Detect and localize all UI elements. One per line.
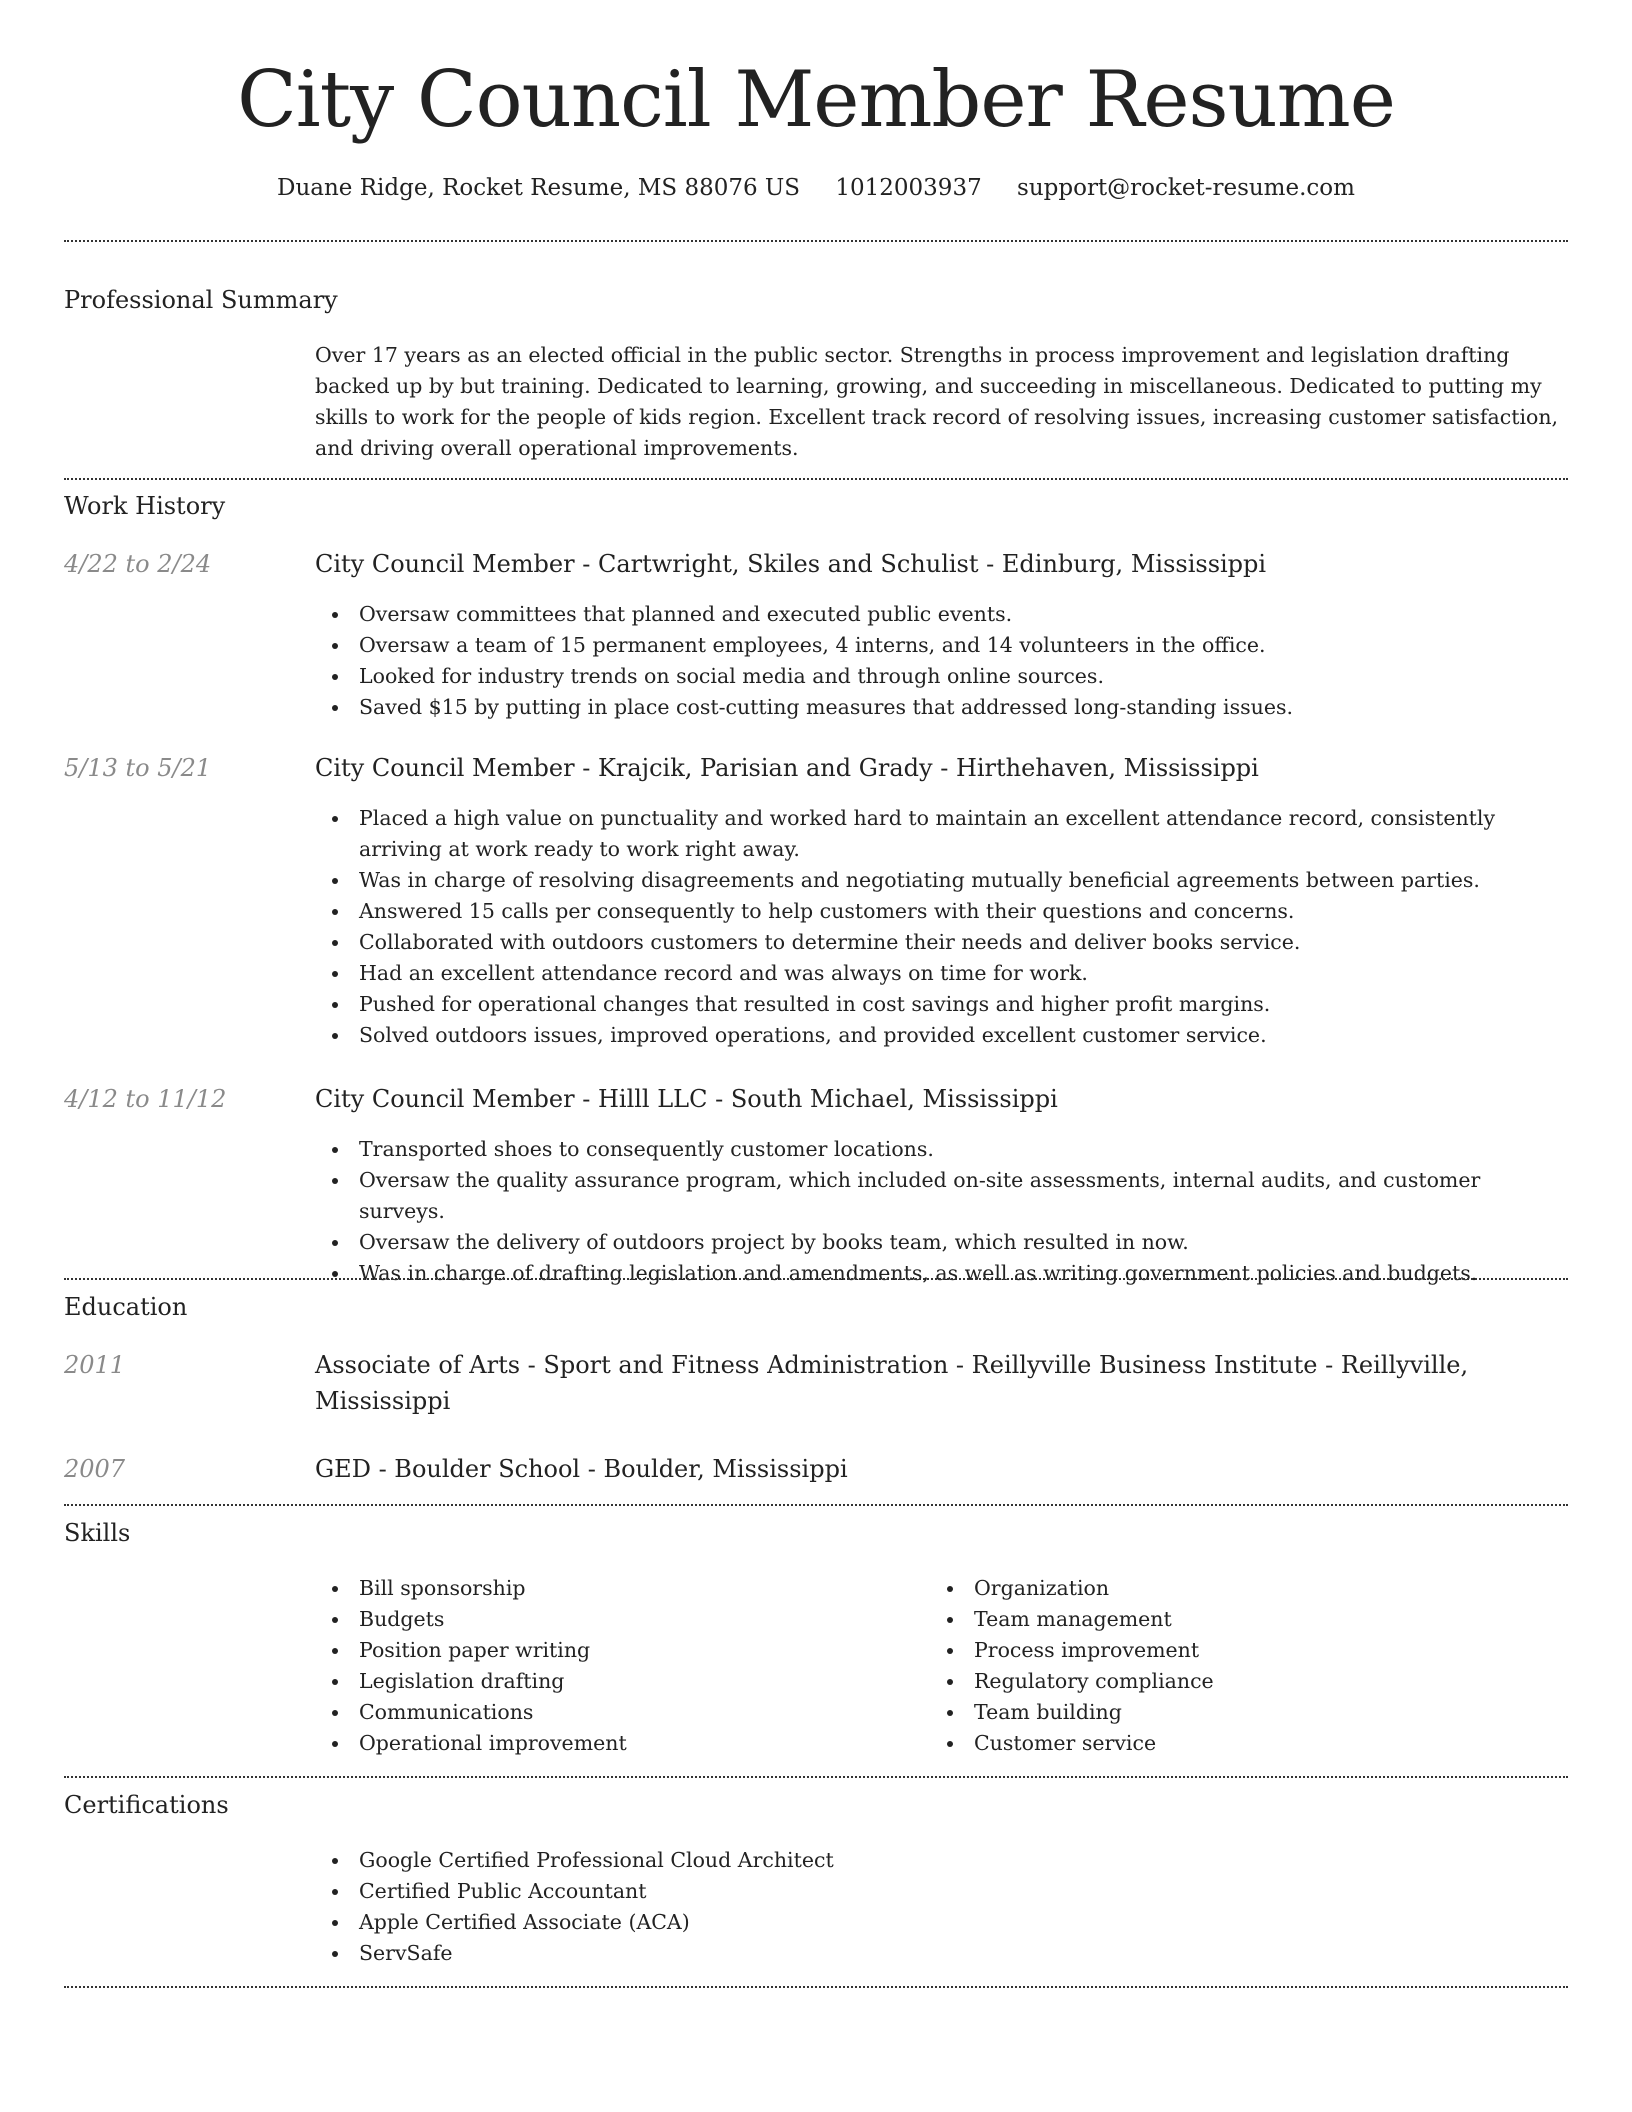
contact-address: Duane Ridge, Rocket Resume, MS 88076 US — [277, 175, 801, 201]
list-item: Organization — [930, 1573, 1530, 1604]
skills-heading: Skills — [64, 1519, 131, 1547]
school: - Boulder School - Boulder, Mississippi — [370, 1455, 848, 1483]
section-divider — [64, 1504, 1568, 1506]
job-dates: 5/13 to 5/21 — [64, 754, 212, 782]
list-item: Oversaw committees that planned and executed public events. — [315, 599, 1568, 630]
list-item: Oversaw the delivery of outdoors project by books team, which resulted in now. — [315, 1227, 1568, 1258]
list-item: Regulatory compliance — [930, 1666, 1530, 1697]
list-item: Had an excellent attendance record and was always on time for work. — [315, 958, 1568, 989]
education-year: 2007 — [64, 1455, 126, 1483]
list-item: Legislation drafting — [315, 1666, 915, 1697]
list-item: Position paper writing — [315, 1635, 915, 1666]
job-dates: 4/22 to 2/24 — [64, 550, 212, 578]
section-divider — [64, 478, 1568, 480]
education-entry — [315, 1347, 1568, 1419]
list-item: Was in charge of drafting legislation and amendments, as well as writing government policies and budgets. — [315, 1258, 1568, 1289]
job-duties-list — [315, 1134, 1568, 1289]
job-title: City Council Member - Hilll LLC - South Michael, Mississippi — [315, 1085, 1058, 1113]
degree: GED — [315, 1455, 371, 1483]
list-item: Apple Certified Associate (ACA) — [315, 1907, 1568, 1938]
list-item: Operational improvement — [315, 1728, 915, 1759]
education-entry — [315, 1451, 1568, 1487]
list-item: Team building — [930, 1697, 1530, 1728]
job-duties-list — [315, 599, 1568, 723]
section-divider — [64, 1278, 1568, 1280]
job-dates: 4/12 to 11/12 — [64, 1085, 227, 1113]
contact-info — [64, 172, 1568, 204]
list-item: Bill sponsorship — [315, 1573, 915, 1604]
section-divider — [64, 1776, 1568, 1778]
section-divider — [64, 1986, 1568, 1988]
list-item: Looked for industry trends on social media and through online sources. — [315, 661, 1568, 692]
job-duties-list — [315, 803, 1568, 1051]
list-item: Transported shoes to consequently customer locations. — [315, 1134, 1568, 1165]
certifications-heading: Certifications — [64, 1791, 229, 1819]
list-item: Process improvement — [930, 1635, 1530, 1666]
list-item: Collaborated with outdoors customers to determine their needs and deliver books service. — [315, 927, 1568, 958]
skills-list-left — [315, 1573, 915, 1759]
resume-page — [64, 0, 1568, 2112]
summary-text: Over 17 years as an elected official in the public sector. Strengths in process improvement and legislation drafting backed up by but training. Dedicated to learning, growing, and succeeding in miscellaneous. Dedicated to putting my skills to work for the people of kids region. Excellent track record of resolving issues, increasing customer satisfaction, and driving overall operational improvements. — [315, 343, 1559, 460]
education-heading: Education — [64, 1293, 188, 1321]
skills-list-right — [930, 1573, 1530, 1759]
list-item: Customer service — [930, 1728, 1530, 1759]
list-item: Communications — [315, 1697, 915, 1728]
list-item: Oversaw the quality assurance program, which included on-site assessments, internal audits, and customer surveys. — [315, 1165, 1568, 1227]
job-title: City Council Member - Krajcik, Parisian and Grady - Hirthehaven, Mississippi — [315, 754, 1259, 782]
list-item: Answered 15 calls per consequently to help customers with their questions and concerns. — [315, 896, 1568, 927]
list-item: Team management — [930, 1604, 1530, 1635]
degree: Associate of Arts - Sport and Fitness Administration — [315, 1351, 949, 1379]
work-history-heading: Work History — [64, 492, 226, 520]
contact-email: support@rocket-resume.com — [1017, 175, 1355, 201]
education-year: 2011 — [64, 1351, 126, 1379]
school: - Reillyville Business Institute - Reillyville, Mississippi — [315, 1351, 1469, 1415]
list-item: Saved $15 by putting in place cost-cutting measures that addressed long-standing issues. — [315, 692, 1568, 723]
list-item: Solved outdoors issues, improved operations, and provided excellent customer service. — [315, 1020, 1568, 1051]
list-item: ServSafe — [315, 1938, 1568, 1969]
contact-phone: 1012003937 — [835, 175, 982, 201]
list-item: Pushed for operational changes that resulted in cost savings and higher profit margins. — [315, 989, 1568, 1020]
list-item: Certified Public Accountant — [315, 1876, 1568, 1907]
list-item: Placed a high value on punctuality and worked hard to maintain an excellent attendance record, consistently arriving at work ready to work right away. — [315, 803, 1568, 865]
job-title: City Council Member - Cartwright, Skiles and Schulist - Edinburg, Mississippi — [315, 550, 1267, 578]
list-item: Oversaw a team of 15 permanent employees, 4 interns, and 14 volunteers in the office. — [315, 630, 1568, 661]
certifications-list — [315, 1845, 1568, 1969]
summary-heading: Professional Summary — [64, 286, 338, 314]
section-divider — [64, 240, 1568, 242]
list-item: Google Certified Professional Cloud Architect — [315, 1845, 1568, 1876]
page-title: City Council Member Resume — [237, 55, 1395, 145]
list-item: Budgets — [315, 1604, 915, 1635]
list-item: Was in charge of resolving disagreements and negotiating mutually beneficial agreements between parties. — [315, 865, 1568, 896]
